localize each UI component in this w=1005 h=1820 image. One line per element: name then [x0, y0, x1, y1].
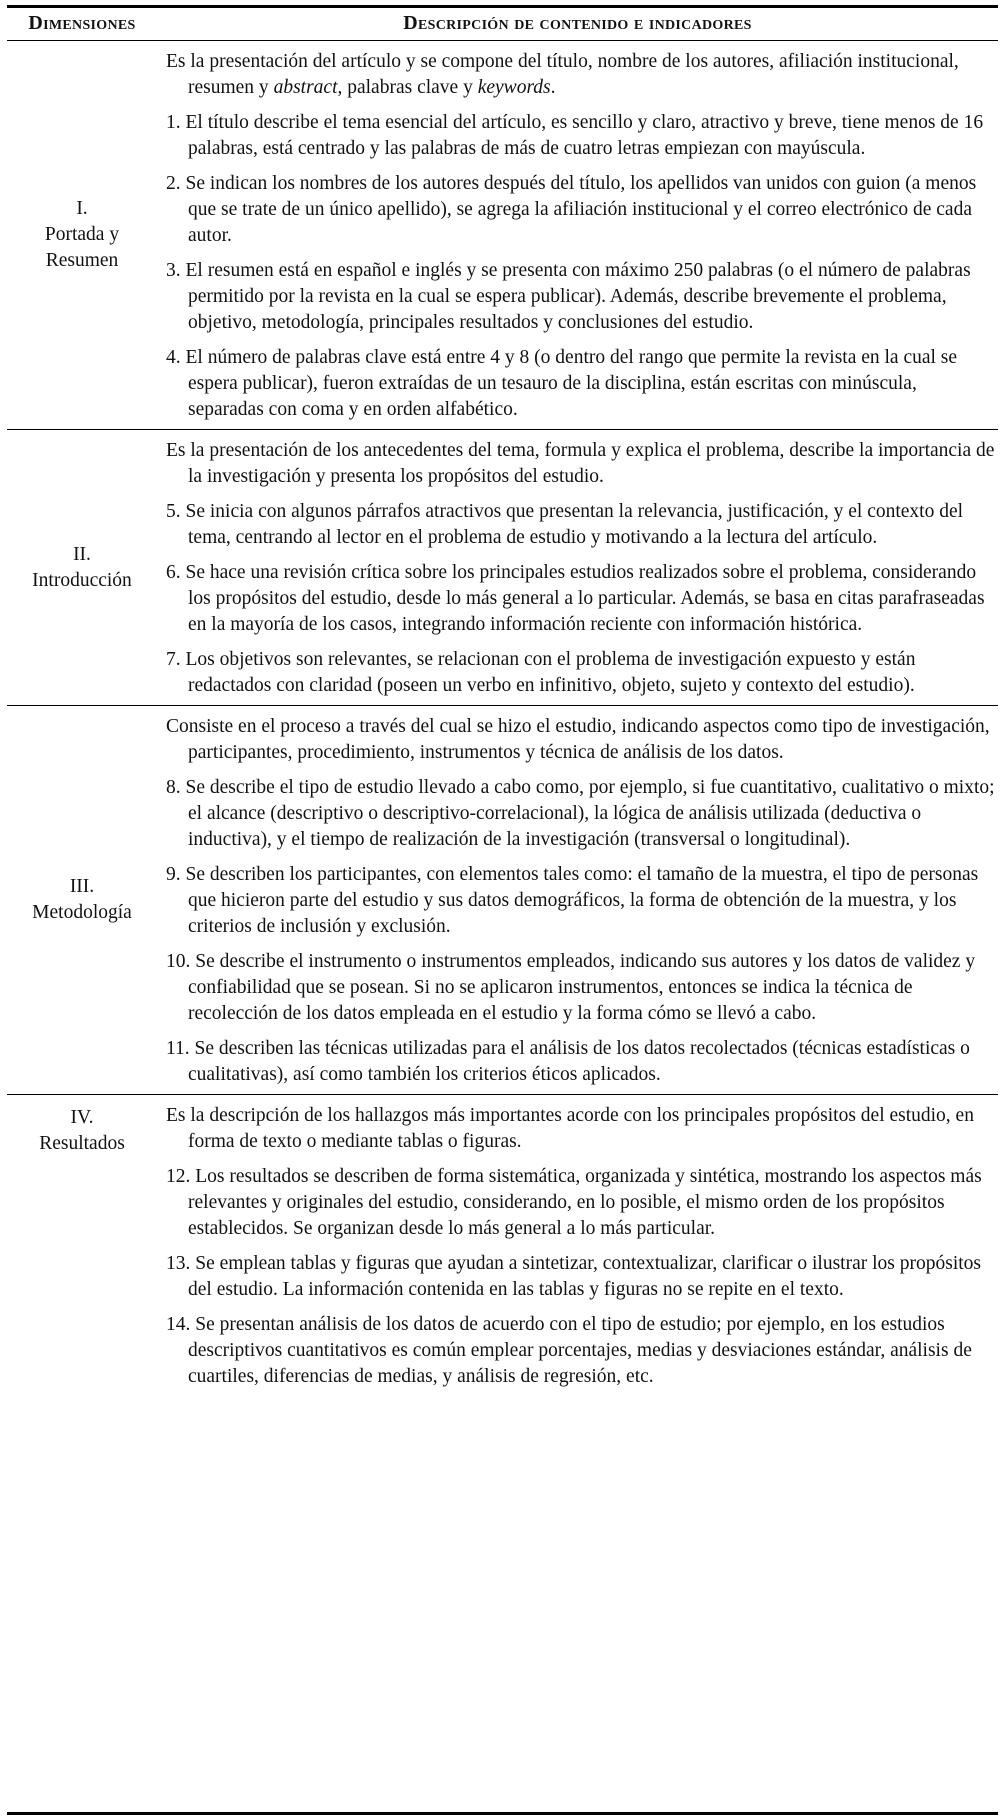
- indicator-item: 14. Se presentan análisis de los datos de acuerdo con el tipo de estudio; por ejemplo, en los estudios descriptivos cuantitativos es común emplear porcentajes, medias y desviaciones estándar, análisis de cuartiles, diferencias de medias, y análisis de regresión, etc.: [166, 1314, 972, 1387]
- column-header-dimensiones: Dimensiones: [28, 12, 136, 34]
- dimension-cell: [7, 1095, 157, 1812]
- dimension-line: Resumen: [45, 250, 119, 271]
- dimension-line: Introducción: [32, 569, 132, 591]
- dimension-line: Portada y: [44, 224, 120, 245]
- indicator-item: 13. Se emplean tablas y figuras que ayudan a sintetizar, contextualizar, clarificar o ilustrar los propósitos del estudio. La información contenida en las tablas y figuras no se repite en el texto.: [166, 1253, 982, 1300]
- intro-text-segment: .: [550, 77, 556, 98]
- table-row-metodologia: [7, 706, 998, 1095]
- description-cell: [157, 706, 998, 1094]
- description-cell: [157, 41, 998, 429]
- column-header-descripcion: Descripción de contenido e indicadores: [403, 12, 752, 34]
- table-row-portada-resumen: [7, 41, 998, 430]
- indicator-item: 5. Se inicia con algunos párrafos atractivos que presentan la relevancia, justificación, y el contexto del tema, centrando al lector en el problema de estudio y motivando a la lectura del artículo.: [166, 501, 964, 548]
- indicator-item: 10. Se describe el instrumento o instrumentos empleados, indicando sus autores y los datos de validez y confiabilidad que se posean. Si no se aplicaron instrumentos, entonces se indica la técnica de recolección de los datos empleada en el estudio y la forma cómo se llevó a cabo.: [166, 951, 976, 1024]
- italic-term-keywords: keywords: [477, 77, 551, 98]
- dimension-line: Metodología: [32, 902, 132, 923]
- intro-text-segment: , palabras clave y: [337, 77, 478, 98]
- indicator-item: 7. Los objetivos son relevantes, se relacionan con el problema de investigación expuesto y están redactados con claridad (poseen un verbo en infinitivo, objeto, sujeto y contexto del estudio).: [166, 649, 916, 696]
- dimension-cell: [7, 430, 157, 705]
- dimension-line: I.: [76, 198, 88, 219]
- intro-text-segment: Es la presentación del artículo y se compone del título, nombre de los autores, afiliación institucional, resumen y: [166, 51, 959, 98]
- indicator-item: 9. Se describen los participantes, con elementos tales como: el tamaño de la muestra, el tipo de personas que hicieron parte del estudio y sus datos demográficos, la forma de obtención de la muestra, y los criterios de inclusión y exclusión.: [166, 864, 979, 937]
- dimension-line: II.: [73, 543, 91, 565]
- row-intro-paragraph: Es la presentación de los antecedentes del tema, formula y explica el problema, describe la importancia de la investigación y presenta los propósitos del estudio.: [166, 440, 995, 487]
- rubric-table: [7, 5, 998, 1815]
- indicator-item: 11. Se describen las técnicas utilizadas para el análisis de los datos recolectados (técnicas estadísticas o cualitativas), así como también los criterios éticos aplicados.: [166, 1038, 970, 1085]
- row-intro-paragraph: [166, 49, 996, 101]
- indicator-item: 4. El número de palabras clave está entre 4 y 8 (o dentro del rango que permite la revista en la cual se espera publicar), fueron extraídas de un tesauro de la disciplina, están escritas con minúscula, separadas con coma y en orden alfabético.: [166, 347, 958, 420]
- dimension-cell: [7, 41, 157, 429]
- row-intro-paragraph: Consiste en el proceso a través del cual se hizo el estudio, indicando aspectos como tipo de investigación, participantes, procedimiento, instrumentos y técnica de análisis de los datos.: [166, 716, 990, 763]
- description-cell: [157, 1095, 998, 1812]
- dimension-cell: [7, 706, 157, 1094]
- dimension-line: Resultados: [39, 1133, 125, 1154]
- table-row-introduccion: [7, 430, 998, 706]
- indicator-item: 2. Se indican los nombres de los autores después del título, los apellidos van unidos con guion (a menos que se trate de un único apellido), se agrega la afiliación institucional y el correo electrónico de cada autor.: [166, 173, 977, 246]
- indicator-item: 3. El resumen está en español e inglés y se presenta con máximo 250 palabras (o el número de palabras permitido por la revista en la cual se espera publicar). Además, describe brevemente el problema, objetivo, metodología, principales resultados y conclusiones del estudio.: [166, 260, 971, 333]
- table-row-resultados: [7, 1095, 998, 1812]
- indicator-item: 1. El título describe el tema esencial del artículo, es sencillo y claro, atractivo y breve, tiene menos de 16 palabras, está centrado y las palabras de más de cuatro letras empiezan con mayúscula.: [166, 112, 984, 159]
- indicator-item: 12. Los resultados se describen de forma sistemática, organizada y sintética, mostrando los aspectos más relevantes y originales del estudio, considerando, en lo posible, el mismo orden de los propósitos establecidos. Se organizan desde lo más general a lo más particular.: [166, 1166, 982, 1239]
- indicator-item: 8. Se describe el tipo de estudio llevado a cabo como, por ejemplo, si fue cuantitativo, cualitativo o mixto; el alcance (descriptivo o descriptivo-correlacional), la lógica de análisis utilizada (deductiva o inductiva), y el tiempo de realización de la investigación (transversal o longitudinal).: [166, 777, 995, 850]
- table-header-row: [7, 8, 998, 41]
- description-cell: [157, 430, 998, 705]
- indicator-item: 6. Se hace una revisión crítica sobre los principales estudios realizados sobre el problema, considerando los propósitos del estudio, desde lo más general a lo particular. Además, se basa en citas parafraseadas en la mayoría de los casos, integrando información reciente con información histórica.: [166, 562, 985, 635]
- dimension-line: III.: [69, 876, 95, 897]
- row-intro-paragraph: Es la descripción de los hallazgos más importantes acorde con los principales propósitos del estudio, en forma de texto o mediante tablas o figuras.: [166, 1105, 974, 1152]
- italic-term-abstract: abstract: [273, 77, 338, 98]
- dimension-line: IV.: [70, 1107, 94, 1128]
